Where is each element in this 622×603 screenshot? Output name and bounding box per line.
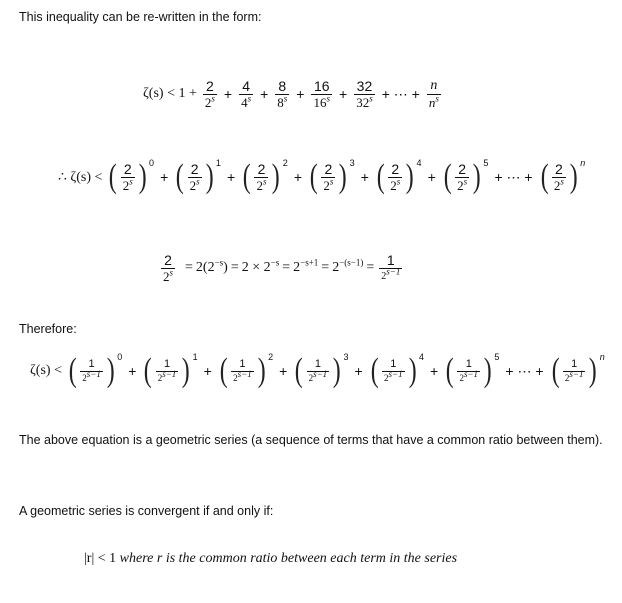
term-den [121,177,135,193]
right-paren: ) [339,158,347,195]
term-num: 2 [123,161,132,177]
term-fraction [382,358,405,384]
right-paren: ) [106,352,115,389]
plus-sign: + [226,169,236,185]
eq1-term-num: n [430,78,438,93]
right-paren: ) [182,352,190,389]
eq3-p2-base: 2 × 2 [241,260,271,275]
intro-text: This inequality can be re-written in the form: [19,10,262,24]
term-exponent: 0 [149,158,155,168]
convergence-condition [84,551,457,567]
eq3-frac [161,252,175,284]
eq1-term [203,78,217,110]
eq1-term-den [311,94,332,110]
term-exponent: n [580,158,586,168]
term-den [156,371,179,384]
power-term [293,354,348,388]
term-fraction [457,358,480,384]
term-exponent: 1 [215,158,221,168]
term-exponent: 3 [349,158,355,168]
term-den-exp: s [463,176,468,187]
term-exponent: 3 [343,352,349,362]
eq3-part2 [241,257,280,276]
term-fraction [156,358,179,384]
left-paren: ( [242,158,251,195]
term-den-base: 2 [384,373,389,383]
plus-sign: + [429,363,439,379]
left-paren: ( [445,352,454,389]
eq1-den-base: 2 [204,95,212,110]
equals-sign: = [230,260,239,275]
left-paren: ( [540,158,549,195]
equals-sign: = [185,260,193,275]
eq1-den-exp: s [369,93,373,104]
right-paren: ) [272,158,281,195]
term-fraction [188,161,202,193]
term-num: 2 [257,161,266,177]
left-paren: ( [370,352,379,389]
term-den-base: 2 [457,178,464,193]
geometric-series-paragraph: The above equation is a geometric series (a sequence of terms that have a common ratio between them). [19,433,603,447]
term-den-exp: s [196,176,200,187]
term-exponent: 2 [268,352,274,362]
eq1-term [354,78,375,110]
power-term [550,354,605,388]
eq1-den-exp: s [435,93,439,104]
term-den-exp: s−1 [463,369,479,379]
eq1-term [239,78,253,110]
right-paren: ) [472,158,481,195]
left-paren: ( [443,158,452,195]
term-den-exp: s−1 [86,369,101,379]
term-exponent: 1 [192,352,198,362]
term-den [382,371,405,384]
term-den [552,177,566,193]
term-den-base: 2 [189,178,197,193]
eq1-term [275,78,289,110]
equals-sign: = [321,260,330,275]
term-fraction [455,161,469,193]
equation-ratio-identity [159,252,404,284]
plus-sign: + [260,86,269,102]
equation-zeta-series [143,78,443,110]
term-num: 2 [391,161,400,177]
term-den [457,371,480,384]
right-paren: ) [589,352,598,389]
term-den [388,177,402,193]
term-num: 1 [88,358,95,370]
eq3-den-base: 2 [163,269,170,284]
term-num: 1 [465,358,472,370]
eq3-frac-num: 2 [164,252,172,268]
plus-sign: + [223,86,233,102]
term-num: 2 [190,161,199,177]
term-fraction [80,358,103,384]
left-paren: ( [175,158,184,195]
left-paren: ( [109,158,118,195]
plus-sign: + [296,86,305,102]
plus-sign: + [360,169,369,185]
left-paren: ( [309,158,318,195]
eq1-den-base: 16 [313,95,327,110]
convergence-paragraph: A geometric series is convergent if and only if: [19,504,274,518]
equation-power-series-4 [30,354,606,388]
term-den-exp: s−1 [313,369,328,379]
term-den-base: 2 [323,178,330,193]
eq1-term-num: 2 [205,78,214,94]
term-num: 2 [458,161,466,177]
therefore-label: Therefore: [19,322,77,336]
eq1-lhs: ζ(s) < 1 + [143,86,197,101]
term-den-base: 2 [157,373,163,383]
right-paren: ) [405,158,414,195]
right-paren: ) [483,352,492,389]
eq3-p1-end: ) [223,260,228,275]
term-den-base: 2 [256,178,263,193]
eq1-term-num: 16 [313,78,330,94]
term-den-base: 2 [82,373,87,383]
right-paren: ) [138,158,147,195]
eq1-term-den [275,94,289,110]
left-paren: ( [144,352,153,389]
power-term [369,354,424,388]
eq1-den-exp: s [326,93,330,104]
term-den [254,177,268,193]
term-exponent: 5 [494,352,500,362]
eq1-den-base: 8 [277,95,284,110]
eq3-part3 [293,257,319,276]
ellipsis-sign: + ⋯ + [381,85,420,102]
term-fraction [552,161,566,193]
condition-inequality: |r| < 1 [84,551,117,566]
term-den [80,371,103,384]
term-den-exp: s [396,176,401,187]
ellipsis-sign: + ⋯ + [505,362,544,379]
term-num: 1 [390,358,397,370]
left-paren: ( [376,158,385,195]
term-fraction [307,358,330,384]
power-term [174,160,221,194]
term-exponent: 4 [418,352,424,362]
eq3-result-num: 1 [386,252,395,268]
eq1-den-exp: s [283,93,288,104]
eq3-p1-base: 2(2 [195,260,215,275]
plus-sign: + [293,169,302,185]
right-paren: ) [332,352,341,389]
term-den-base: 2 [564,373,570,383]
left-paren: ( [68,352,77,389]
eq3-result-frac [379,252,402,284]
plus-sign: + [203,363,212,379]
power-term [442,160,489,194]
term-den [188,177,202,193]
eq1-den-base: 4 [241,95,248,110]
term-den-exp: s [262,176,267,187]
equals-sign: = [366,260,375,275]
eq4-lhs: ζ(s) < [30,363,62,378]
power-term [142,354,197,388]
right-paren: ) [257,352,266,389]
eq3-part4 [332,257,364,276]
term-exponent: 5 [483,158,489,168]
power-term [375,160,422,194]
term-den [321,177,335,193]
term-exponent: n [599,352,605,362]
right-paren: ) [205,158,214,195]
left-paren: ( [219,352,228,389]
term-fraction [254,161,268,193]
eq3-p3-base: 2 [293,260,301,275]
eq1-term-num: 32 [356,78,373,94]
term-den-base: 2 [233,373,238,383]
power-term [539,160,586,194]
term-den-exp: s−1 [569,369,584,379]
term-num: 1 [163,358,171,370]
term-den-exp: s [560,176,564,187]
eq1-term-den [203,94,217,110]
term-den-base: 2 [390,178,397,193]
condition-text: where r is the common ratio between each term in the series [116,551,458,566]
term-fraction [231,358,254,384]
eq3-part1 [195,257,228,276]
plus-sign: + [339,86,348,102]
term-num: 1 [239,358,246,370]
eq1-term-num: 8 [278,78,287,94]
plus-sign: + [160,169,169,185]
eq3-p4-exp: −(s−1) [339,257,364,268]
term-den-base: 2 [308,373,314,383]
power-term [444,354,499,388]
term-den-exp: s−1 [237,369,252,379]
term-den [455,177,469,193]
power-term [308,160,355,194]
term-den [563,371,586,384]
term-fraction [321,161,335,193]
right-paren: ) [408,352,417,389]
eq3-p4-base: 2 [332,260,340,275]
term-fraction [563,358,586,384]
eq3-rden-exp: s−1 [386,266,401,277]
eq3-den-exp: s [169,267,174,278]
power-term [218,354,273,388]
eq1-term-den [354,94,375,110]
eq3-rden-base: 2 [381,271,387,282]
term-num: 2 [555,161,563,177]
left-paren: ( [294,352,303,389]
term-den-exp: s−1 [162,369,177,379]
eq3-result-den [379,268,402,284]
term-num: 1 [571,358,578,370]
left-paren: ( [551,352,560,389]
eq3-p3-exp: −s+1 [300,257,319,268]
term-num: 2 [324,161,333,177]
plus-sign: + [128,363,137,379]
right-paren: ) [569,158,578,195]
equals-sign: = [282,260,291,275]
power-term [107,160,154,194]
term-fraction [388,161,402,193]
equation-power-series-2 [58,160,586,194]
term-exponent: 2 [282,158,288,168]
eq1-term-den [427,94,441,110]
eq1-term-num: 4 [242,78,250,94]
term-den-exp: s [329,176,334,187]
eq3-frac-den [161,268,175,284]
term-fraction [121,161,135,193]
term-exponent: 0 [117,352,123,362]
term-den-exp: s−1 [388,369,403,379]
term-den-base: 2 [459,373,464,383]
plus-sign: + [279,363,288,379]
term-den-base: 2 [553,178,561,193]
eq2-lhs: ∴ ζ(s) < [58,169,103,185]
term-den-base: 2 [122,178,130,193]
plus-sign: + [354,363,363,379]
eq1-den-exp: s [211,93,215,104]
eq1-den-base: n [428,95,436,110]
ellipsis-sign: + ⋯ + [494,168,533,185]
eq1-term-den [239,94,253,110]
eq1-den-base: 32 [356,95,370,110]
term-den [231,371,254,384]
term-den-exp: s [129,176,133,187]
power-term [241,160,288,194]
eq3-p1-exp: −s [214,257,224,268]
term-exponent: 4 [416,158,422,168]
eq1-term [427,78,441,110]
plus-sign: + [427,169,436,185]
eq1-term [311,78,332,110]
eq1-den-exp: s [247,93,252,104]
power-term [67,354,122,388]
term-num: 1 [314,358,321,370]
term-den [307,371,330,384]
eq3-p2-exp: −s [270,257,280,268]
